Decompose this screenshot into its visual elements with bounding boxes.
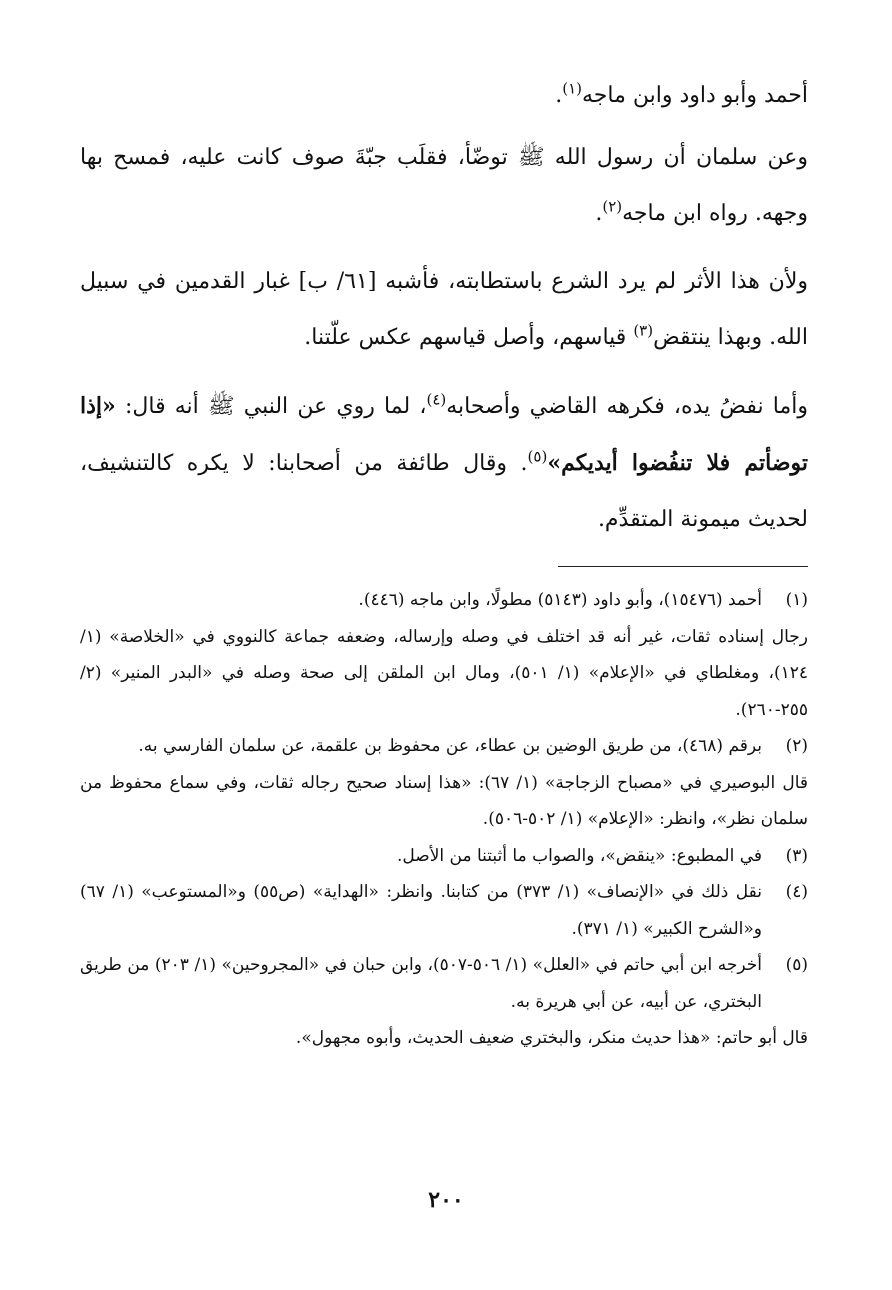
footnote-ref-5[interactable]: (٥) [527,447,548,466]
footnote-number: (١) [785,590,808,610]
footnotes [80,582,808,1057]
footnote-text: في المطبوع: «ينقض»، والصواب ما أثبتنا من الأصل. [396,845,762,866]
footnote-number: (٥) [785,955,808,975]
footnote-1 [80,582,808,619]
paragraph-4-text-c: . وقال طائفة من أصحابنا: لا يكره كالتنشيف، لحديث ميمونة المتقدِّم. [80,451,808,532]
footnote-ref-4[interactable]: (٤) [426,390,447,409]
footnote-text: أحمد (١٥٤٧٦)، وأبو داود (٥١٤٣) مطولًا، وابن ماجه (٤٤٦). [358,590,762,610]
paragraph-2-end: . [595,201,603,226]
paragraph-1-text: أحمد وأبو داود وابن ماجه [582,83,808,108]
footnote-2 [80,728,808,765]
page-number: ٢٠٠ [428,1187,464,1213]
footnote-ref-2[interactable]: (٢) [602,197,623,216]
footnote-4 [80,874,808,947]
footnote-text: أخرجه ابن أبي حاتم في «العلل» (١/ ٥٠٦-٥٠٧)، وابن حبان في «المجروحين» (١/ ٢٠٣) من طريق البختري، عن أبيه، عن أبي هريرة به. [80,955,762,1012]
footnote-number: (٣) [785,845,808,866]
footnote-text: برقم (٤٦٨)، من طريق الوضين بن عطاء، عن محفوظ بن علقمة، عن سلمان الفارسي به. [138,736,762,756]
paragraph-4-text-a: وأما نفضُ يده، فكرهه القاضي وأصحابه [446,394,808,419]
main-text [80,68,808,560]
footnote-number: (٤) [785,882,808,902]
footnote-commentary: قال أبو حاتم: «هذا حديث منكر، والبختري ضعيف الحديث، وأبوه مجهول». [295,1028,808,1048]
footnote-5 [80,947,808,1020]
paragraph-1-end: . [555,83,563,108]
footnote-commentary: رجال إسناده ثقات، غير أنه قد اختلف في وصله وإرساله، وضعفه جماعة كالنووي في «الخلاصة» (١/ ١٢٤)، ومغلطاي في «الإعلام» (١/ ٥٠١)، ومال ابن الملقن إلى صحة وصله في «البدر المنير» (٢/ ٢٥٥-٢٦٠). [80,626,808,720]
hadith-quote: «إذا توضأتم فلا تنفُضوا أيديكم» [80,393,809,476]
paragraph-3 [80,254,808,366]
footnote-divider [558,566,808,567]
paragraph-4-text-b: ، لما روي عن النبي ﷺ أنه قال: [115,394,427,419]
paragraph-1 [80,68,808,124]
paragraph-2 [80,130,808,242]
footnote-ref-3[interactable]: (٣) [633,321,654,340]
footnote-3 [80,838,808,875]
footnote-number: (٢) [785,736,808,756]
footnote-commentary: قال البوصيري في «مصباح الزجاجة» (١/ ٦٧): «هذا إسناد صحيح رجاله ثقات، وفي سماع محفوظ من سلمان نظر»، وانظر: «الإعلام» (١/ ٥٠٢-٥٠٦). [80,772,808,829]
paragraph-2-text: وعن سلمان أن رسول الله ﷺ توضّأ، فقلَب جبّةَ صوف كانت عليه، فمسح بها وجهه. رواه ابن ماجه [80,145,808,226]
footnote-ref-1[interactable]: (١) [562,79,582,98]
footnote-text: نقل ذلك في «الإنصاف» (١/ ٣٧٣) من كتابنا. وانظر: «الهداية» (ص٥٥) و«المستوعب» (١/ ٦٧) و«الشرح الكبير» (١/ ٣٧١). [80,882,762,939]
paragraph-3-text-a: ولأن هذا الأثر لم يرد الشرع باستطابته، فأشبه [٦١/ ب] غبار القدمين في سبيل الله. وبهذا ينتقض [80,269,809,350]
paragraph-3-text-b: قياسهم، وأصل قياسهم عكس علّتنا. [304,325,634,350]
paragraph-4 [80,378,808,548]
